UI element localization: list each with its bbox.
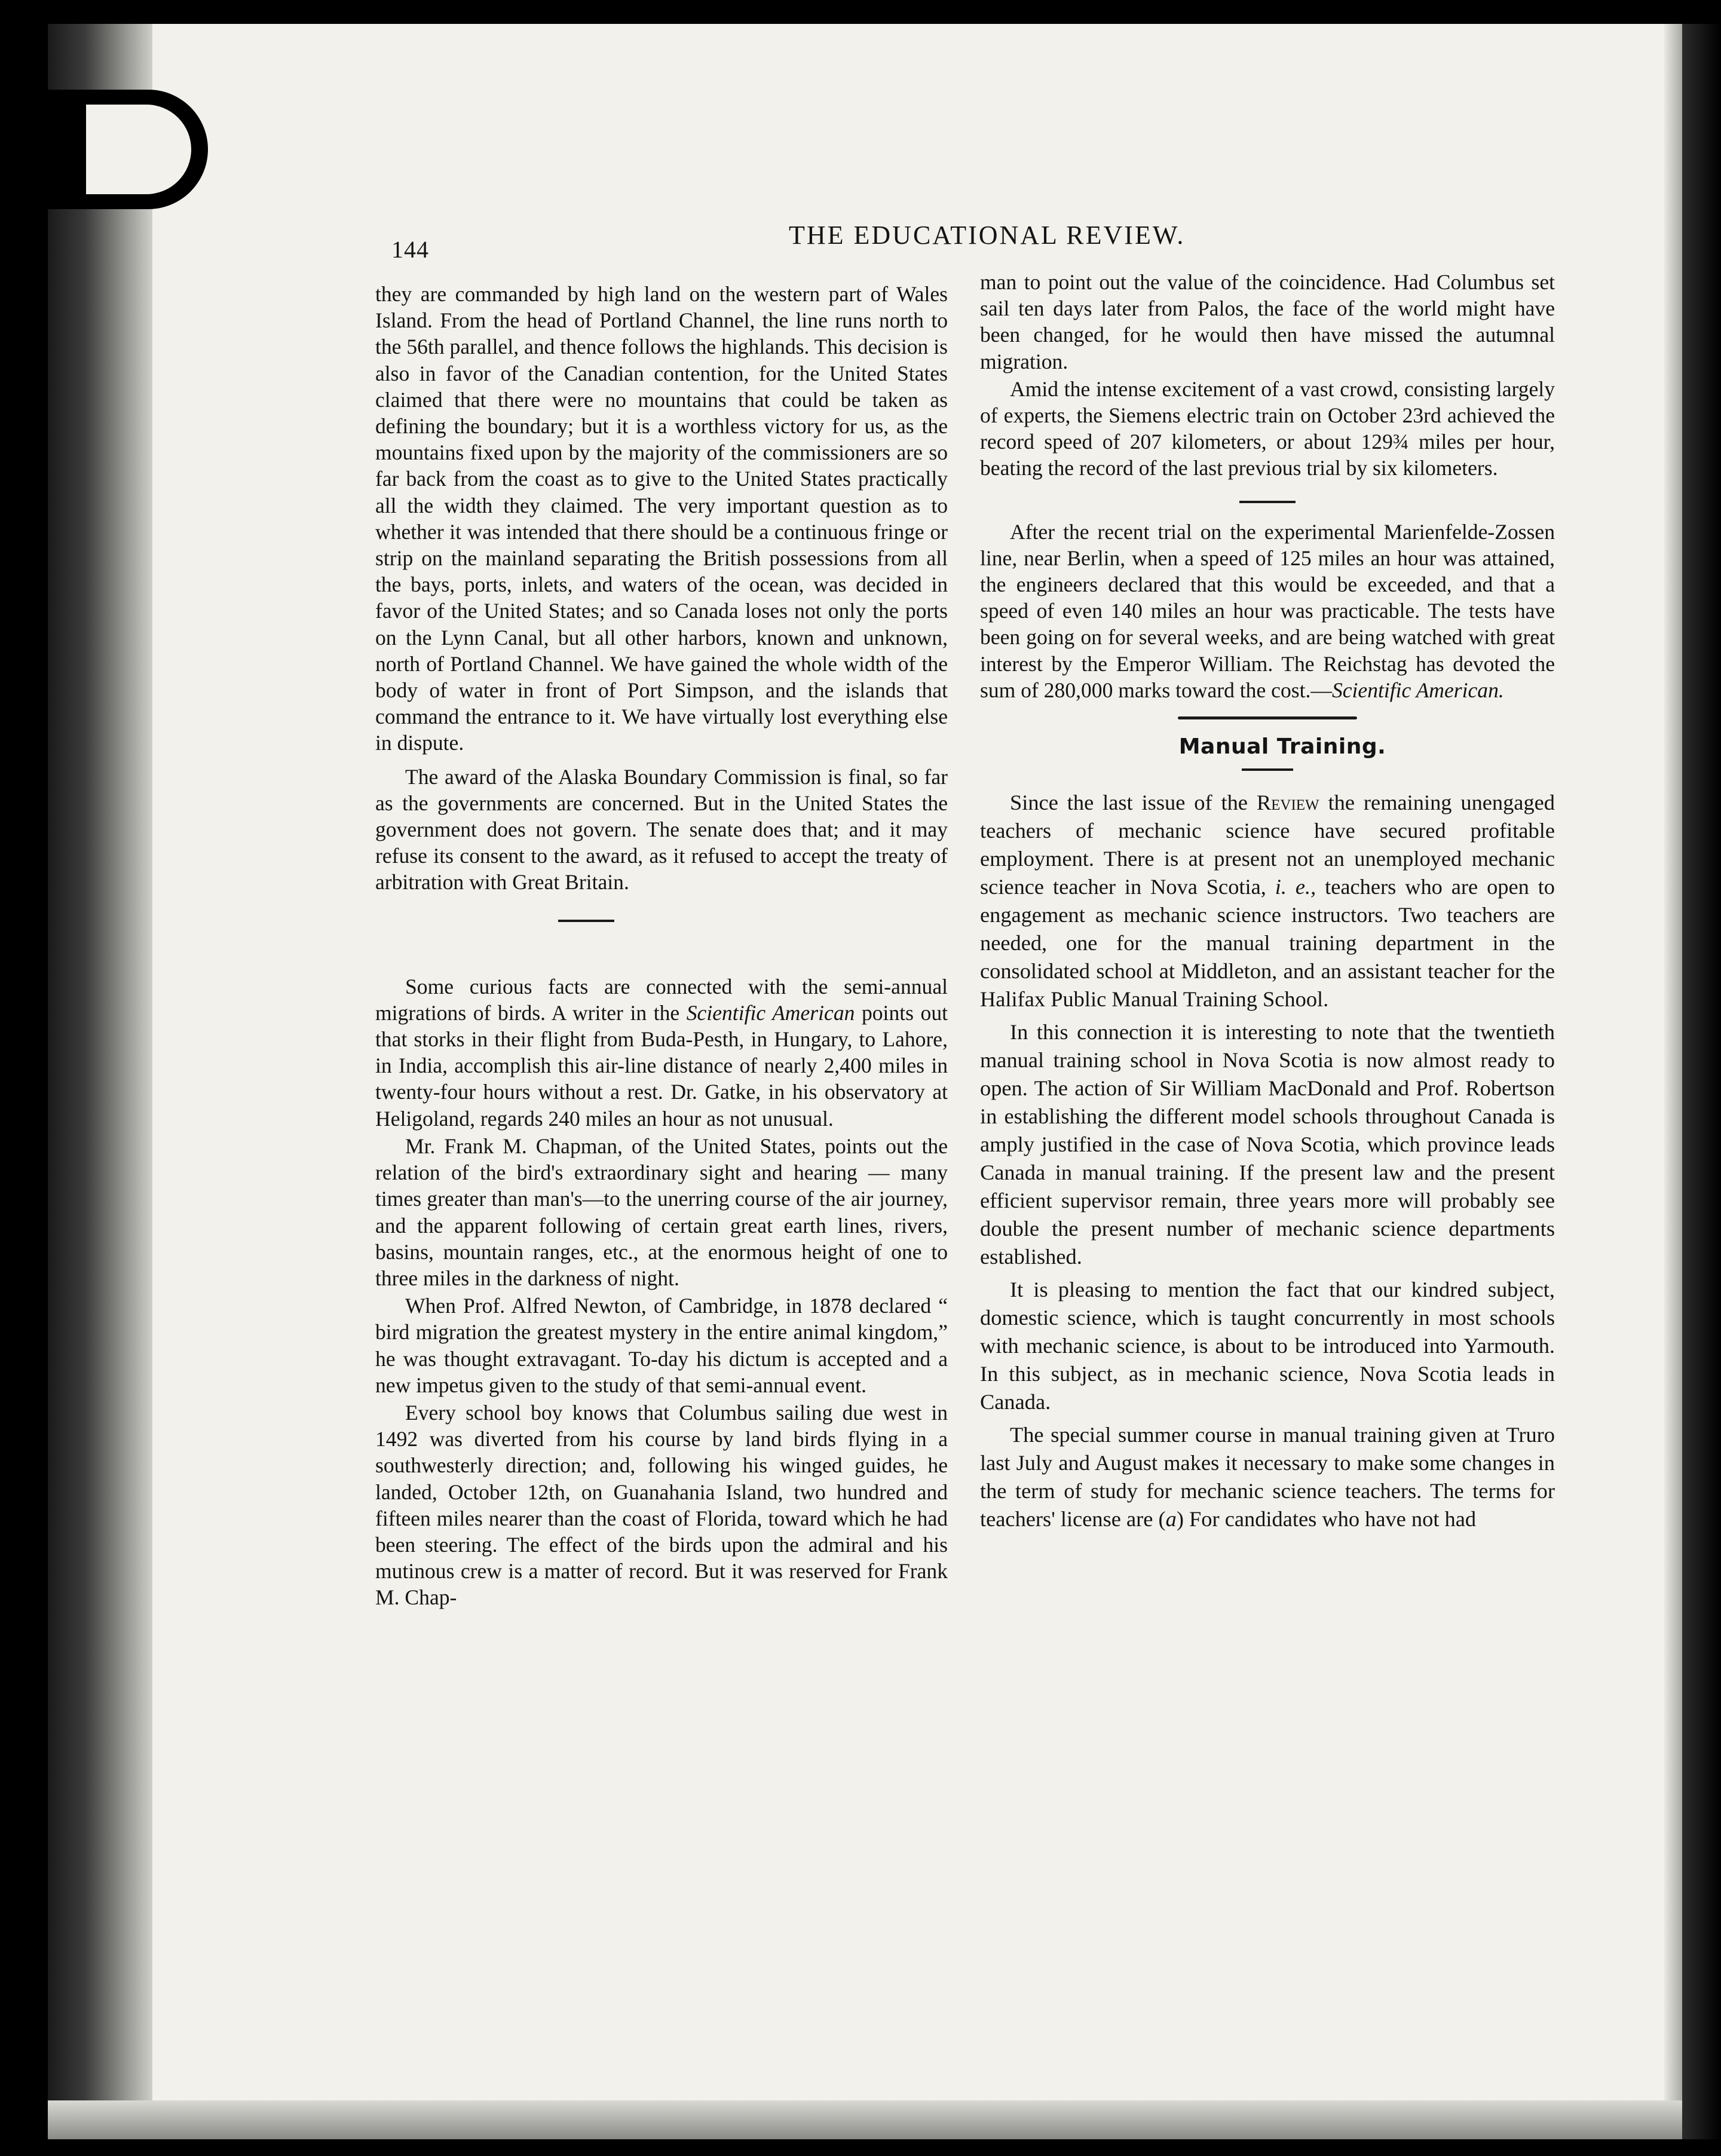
left-paragraph-2: The award of the Alaska Boundary Commission is final, so far as the governments are concerned. But in the United States the government does not govern. The senate does that; and it may refuse its consent to the award, as it refused to accept the treaty of arbitration with Great Britain. [375,764,948,895]
mt1-text-a: Since the last issue of the [1010,791,1257,815]
left-paragraph-3 [375,973,948,1132]
mt-paragraph-2: In this connection it is interesting to note that the twentieth manual training school in Nova Scotia is now almost ready to open. The action of Sir William MacDonald and Prof. Robertson in establishing the different model schools throughout Canada is amply justified in the case of Nova Scotia, which province leads Canada in manual training. If the present law and the present efficient supervisor remain, three years more will probably see double the present number of mechanic science departments established. [980,1020,1555,1269]
mt1-italic-ie: i. e., [1275,875,1316,899]
rp3-text-a: After the recent trial on the experimental Marienfelde-Zossen line, near Berlin, when a speed of 125 miles an hour was attained, the engineers declared that this would be exceeded, and that a speed of even 140 miles an hour was practicable. The tests have been going on for several weeks, and are being watched with great interest by the Emperor William. The Reichstag has devoted the sum of 280,000 marks toward the cost.— [980,519,1555,702]
left-paragraph-1: they are commanded by high land on the western part of Wales Island. From the head of Portland Channel, the line runs north to the 56th parallel, and thence follows the highlands. This decision is also in favor of the Canadian contention, for the United States claimed that there were no mountains that could be taken as defining the boundary; but it is a worthless victory for us, as the mountains fixed upon by the majority of the commissioners are so far back from the coast as to give to the United States practically all the width they claimed. The very important question as to whether it was intended that there should be a continuous fringe or strip on the mainland separating the British possessions from all the bays, ports, inlets, and waters of the ocean, was decided in favor of the United States; and so Canada loses not only the ports on the Lynn Canal, but all other harbors, known and unknown, north of Portland Channel. We have gained the whole width of the body of water in front of Port Simpson, and the islands that command the entrance to it. We have virtually lost everything else in dispute. [375,282,948,755]
left-paragraph-6: Every school boy knows that Columbus sailing due west in 1492 was diverted from his course by land birds flying in a southwesterly direction; and, following his winged guides, he landed, October 12th, on Guanahania Island, two hundred and fifteen miles nearer than the coast of Florida, toward which he had been steering. The effect of the birds upon the admiral and his mutinous crew is a matter of record. But it was reserved for Frank M. Chap- [375,1400,948,1610]
left-paragraph-5: When Prof. Alfred Newton, of Cambridge, in 1878 declared “ bird migration the greatest mystery in the entire animal kingdom,” he was thought extravagant. To-day his dictum is accepted and a new impetus given to the study of that semi-annual event. [375,1294,948,1397]
page-right-shadow [1664,24,1682,2139]
section-title: Manual Training. [1178,734,1386,760]
section-divider [558,920,614,922]
running-head: THE EDUCATIONAL REVIEW. [789,220,1186,250]
manual-training-body [980,789,1555,1533]
article-divider [1178,716,1357,719]
right-paragraph-1: man to point out the value of the coincidence. Had Columbus set sail ten days later from Palos, the face of the world might have been changed, for he would then have missed the autumnal migration. [980,270,1555,373]
mt1-text-b: the remaining unengaged teachers of mechanic science have secured profitable employment. There is at present not an unemployed mechanic science teacher in Nova Scotia, [980,791,1555,899]
mt4-text-a: The special summer course in manual training given at Truro last July and August makes it necessary to make some changes in the term of study for mechanic science teachers. The terms for teachers' license are ( [980,1423,1555,1532]
rp3-italic-source: Scientific American. [1331,678,1504,702]
right-paragraph-2: Amid the intense excitement of a vast crowd, consisting largely of experts, the Siemens electric train on October 23rd achieved the record speed of 207 kilometers, or about 129¾ miles per hour, beating the record of the last previous trial by six kilometers. [980,376,1555,480]
right-column [980,269,1555,1533]
page-number: 144 [391,236,429,263]
title-underline [1242,768,1293,771]
book-gutter [48,24,152,2139]
page-bottom-edge [48,2100,1682,2139]
left-paragraph-4: Mr. Frank M. Chapman, of the United States, points out the relation of the bird's extraordinary sight and hearing — many times greater than man's—to the unerring course of the air journey, and the apparent following of certain great earth lines, rivers, basins, mountain ranges, etc., at the enormous height of one to three miles in the darkness of night. [375,1134,948,1290]
mt1-review-smallcaps: Review [1256,791,1319,815]
mt4-italic-a: a [1165,1507,1177,1532]
mt4-text-b: ) For candidates who have not had [1176,1507,1477,1532]
p3-italic-title: Scientific American [686,1000,855,1025]
binder-edge [29,90,86,209]
p3-text-a: Some curious facts are connected with the semi-annual migrations of birds. A writer in the [375,974,948,1025]
mt-paragraph-4 [980,1421,1555,1533]
mt-paragraph-3: It is pleasing to mention the fact that our kindred subject, domestic science, which is taught concurrently in most schools with mechanic science, is about to be introduced into Yarmouth. In this subject, as in mechanic science, Nova Scotia leads in Canada. [980,1278,1555,1414]
page-right-edge [1682,24,1721,2139]
right-paragraph-3 [980,519,1555,703]
section-divider [1239,501,1296,503]
mt-paragraph-1 [980,789,1555,1013]
p3-text-b: points out that storks in their flight from Buda-Pesth, in Hungary, to Lahore, in India, accomplish this air-line distance of nearly 2,400 miles in twenty-four hours without a rest. Dr. Gatke, in his observatory at Heligoland, regards 240 miles an hour as not unusual. [375,1000,948,1131]
mt1-text-c: teachers who are open to engagement as mechanic science instructors. Two teachers are needed, one for the manual training department in the consolidated school at Middleton, and an assistant teacher for the Halifax Public Manual Training School. [980,875,1555,1012]
left-column [375,281,948,1611]
